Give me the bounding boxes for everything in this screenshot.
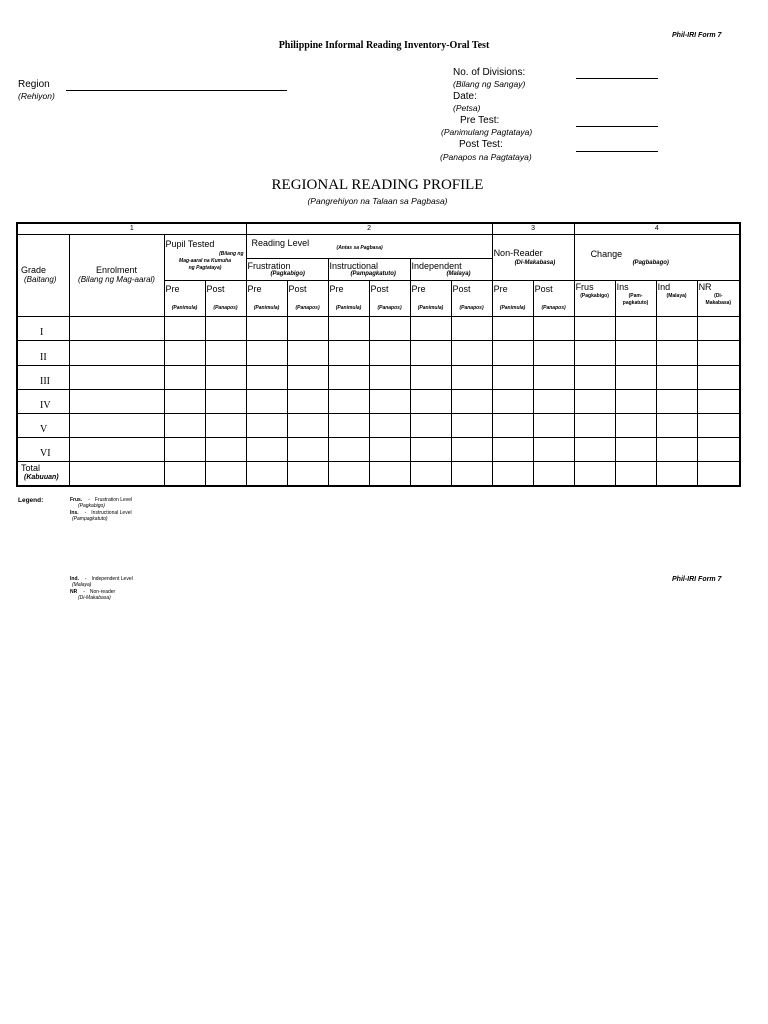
change-sublabel: (Pagbabago)	[632, 259, 669, 266]
date-label: Date:	[453, 91, 477, 102]
entry-cell[interactable]	[164, 438, 205, 462]
entry-cell[interactable]	[697, 413, 740, 437]
form-code: Phil-IRI Form 7	[672, 32, 722, 39]
entry-cell[interactable]	[328, 413, 369, 437]
change-header	[574, 234, 740, 280]
grade-row	[17, 365, 740, 389]
pre-test-label: Pre Test:	[460, 115, 500, 126]
non-reader-post-header	[533, 280, 574, 316]
post-test-field[interactable]	[576, 151, 658, 152]
pre-label: Pre	[165, 283, 180, 294]
entry-cell[interactable]	[410, 389, 451, 413]
entry-cell[interactable]	[697, 389, 740, 413]
entry-cell[interactable]	[328, 341, 369, 365]
change-col-header	[656, 280, 697, 316]
grade-cell	[17, 389, 69, 413]
entry-cell[interactable]	[410, 462, 451, 486]
post-sublabel: (Panapos)	[459, 304, 484, 311]
grade-row	[17, 438, 740, 462]
divisions-field[interactable]	[576, 78, 658, 79]
reading-level-sublabel: (Antas sa Pagbasa)	[336, 244, 383, 251]
grade-numeral: VI	[40, 448, 51, 460]
entry-cell[interactable]	[492, 365, 533, 389]
profile-subheading: (Pangrehiyon na Talaan sa Pagbasa)	[307, 196, 448, 206]
entry-cell[interactable]	[287, 317, 328, 341]
entry-cell[interactable]	[287, 438, 328, 462]
change-label: Change	[590, 248, 623, 259]
legend-list	[70, 497, 132, 523]
entry-cell[interactable]	[369, 462, 410, 486]
pre-label: Pre	[247, 283, 262, 294]
entry-cell[interactable]	[287, 341, 328, 365]
grade-label: Grade	[21, 264, 47, 275]
entry-cell[interactable]	[492, 341, 533, 365]
grade-cell	[17, 341, 69, 365]
pre-label: Pre	[329, 283, 344, 294]
entry-cell[interactable]	[328, 317, 369, 341]
pre-sublabel: (Panimula)	[253, 304, 280, 311]
legend-abbr: Frus.	[70, 497, 83, 503]
region-field[interactable]	[66, 90, 287, 91]
section-number: 3	[492, 223, 574, 234]
post-label: Post	[370, 283, 389, 294]
legend-text: Independent Level	[91, 576, 133, 582]
post-label: Post	[206, 283, 225, 294]
legend-list	[70, 576, 133, 602]
reading-profile-table	[16, 222, 741, 487]
entry-cell[interactable]	[164, 413, 205, 437]
entry-cell[interactable]	[205, 413, 246, 437]
entry-cell[interactable]	[533, 317, 574, 341]
post-sublabel: (Panapos)	[377, 304, 402, 311]
instructional-header	[328, 258, 410, 280]
enrolment-sublabel: (Bilang ng Mag-aaral)	[78, 274, 155, 284]
change-col-header	[697, 280, 740, 316]
grade-cell	[17, 317, 69, 341]
divisions-label: No. of Divisions:	[453, 67, 526, 78]
pupil-tested-sublabel: (Bilang ng	[219, 250, 244, 257]
entry-cell[interactable]	[533, 389, 574, 413]
entry-cell[interactable]	[328, 438, 369, 462]
legend-dash: -	[83, 589, 85, 595]
reading-level-label: Reading Level	[251, 237, 310, 248]
entry-cell[interactable]	[533, 438, 574, 462]
entry-cell[interactable]	[246, 389, 287, 413]
entry-cell[interactable]	[492, 438, 533, 462]
change-col-label: NR	[698, 281, 712, 292]
legend-abbr: Ind.	[70, 576, 79, 582]
grade-header	[17, 234, 69, 317]
section-number: 2	[246, 223, 492, 234]
entry-cell[interactable]	[615, 389, 656, 413]
legend-dash: -	[84, 576, 87, 582]
entry-cell[interactable]	[574, 438, 615, 462]
legend-abbr: NR	[70, 589, 78, 595]
grade-numeral: III	[40, 375, 50, 387]
entry-cell[interactable]	[69, 317, 164, 341]
entry-cell[interactable]	[656, 389, 697, 413]
region-label: Region	[18, 79, 50, 90]
entry-cell[interactable]	[656, 341, 697, 365]
entry-cell[interactable]	[205, 317, 246, 341]
entry-cell[interactable]	[533, 462, 574, 486]
entry-cell[interactable]	[410, 365, 451, 389]
entry-cell[interactable]	[656, 413, 697, 437]
independent-pre-header	[410, 280, 451, 316]
entry-cell[interactable]	[615, 317, 656, 341]
entry-cell[interactable]	[492, 389, 533, 413]
change-col-label: Frus	[575, 281, 594, 292]
entry-cell[interactable]	[410, 317, 451, 341]
pre-label: Pre	[493, 283, 508, 294]
legend-text: Frustration Level	[94, 497, 133, 503]
legend-sublabel: (Pagkabigo)	[78, 503, 105, 509]
entry-cell[interactable]	[164, 317, 205, 341]
entry-cell[interactable]	[164, 389, 205, 413]
grade-row	[17, 413, 740, 437]
independent-sublabel: (Malaya)	[446, 270, 471, 277]
enrolment-header	[69, 234, 164, 317]
entry-cell[interactable]	[697, 317, 740, 341]
entry-cell[interactable]	[533, 365, 574, 389]
entry-cell[interactable]	[697, 365, 740, 389]
reading-level-header	[246, 234, 492, 258]
entry-cell[interactable]	[246, 413, 287, 437]
entry-cell[interactable]	[246, 317, 287, 341]
legend-sublabel: (Malaya)	[72, 582, 92, 588]
grade-cell	[17, 438, 69, 462]
entry-cell[interactable]	[615, 438, 656, 462]
entry-cell[interactable]	[451, 317, 492, 341]
entry-cell[interactable]	[328, 365, 369, 389]
entry-cell[interactable]	[574, 365, 615, 389]
total-label: Total	[21, 463, 41, 474]
entry-cell[interactable]	[287, 365, 328, 389]
legend-abbr: Ins.	[70, 510, 79, 516]
instructional-post-header	[369, 280, 410, 316]
entry-cell[interactable]	[246, 341, 287, 365]
form-code-footer: Phil-IRI Form 7	[672, 576, 722, 583]
frustration-pre-header	[246, 280, 287, 316]
grade-numeral: IV	[40, 399, 51, 411]
pupil-tested-sublabel: Mag-aaral na Kumuha	[179, 257, 231, 264]
entry-cell[interactable]	[656, 317, 697, 341]
entry-cell[interactable]	[287, 413, 328, 437]
legend-item	[70, 510, 132, 522]
change-col-header	[574, 280, 615, 316]
region-sublabel: (Rehiyon)	[18, 91, 55, 101]
pupil-tested-pre-header	[164, 280, 205, 316]
entry-cell[interactable]	[615, 341, 656, 365]
entry-cell[interactable]	[369, 438, 410, 462]
entry-cell[interactable]	[369, 389, 410, 413]
pre-sublabel: (Panimula)	[417, 304, 444, 311]
change-col-sublabel: (Pam-	[628, 292, 643, 299]
frustration-label: Frustration	[247, 260, 291, 271]
instructional-pre-header	[328, 280, 369, 316]
frustration-header	[246, 258, 328, 280]
change-col-sublabel: (Di-	[714, 292, 723, 299]
grade-cell	[17, 413, 69, 437]
pre-sublabel: (Panimula)	[335, 304, 362, 311]
total-row	[17, 462, 740, 486]
entry-cell[interactable]	[451, 413, 492, 437]
entry-cell[interactable]	[574, 341, 615, 365]
legend-item	[70, 497, 132, 509]
entry-cell[interactable]	[69, 413, 164, 437]
enrolment-label: Enrolment	[95, 264, 138, 275]
entry-cell[interactable]	[205, 341, 246, 365]
entry-cell[interactable]	[574, 317, 615, 341]
legend-sublabel: (Di-Makabasa)	[78, 595, 111, 601]
entry-cell[interactable]	[410, 413, 451, 437]
legend-text: Instructional Level	[91, 510, 132, 516]
entry-cell[interactable]	[164, 365, 205, 389]
post-sublabel: (Panapos)	[213, 304, 238, 311]
section-number: 4	[574, 223, 740, 234]
divisions-sublabel: (Bilang ng Sangay)	[453, 79, 526, 89]
legend-dash: -	[88, 497, 90, 503]
independent-header	[410, 258, 492, 280]
entry-cell[interactable]	[697, 462, 740, 486]
legend-item	[70, 576, 133, 588]
entry-cell[interactable]	[656, 365, 697, 389]
entry-cell[interactable]	[69, 462, 164, 486]
pre-sublabel: (Panimula)	[171, 304, 198, 311]
entry-cell[interactable]	[533, 341, 574, 365]
independent-label: Independent	[411, 260, 462, 271]
date-sublabel: (Petsa)	[453, 103, 481, 113]
entry-cell[interactable]	[410, 438, 451, 462]
legend-text: Non-reader	[89, 589, 116, 595]
entry-cell[interactable]	[451, 341, 492, 365]
grade-row	[17, 389, 740, 413]
entry-cell[interactable]	[164, 462, 205, 486]
pre-label: Pre	[411, 283, 426, 294]
entry-cell[interactable]	[69, 438, 164, 462]
entry-cell[interactable]	[246, 365, 287, 389]
post-sublabel: (Panapos)	[541, 304, 566, 311]
frustration-sublabel: (Pagkabigo)	[270, 270, 305, 277]
entry-cell[interactable]	[492, 317, 533, 341]
entry-cell[interactable]	[697, 438, 740, 462]
entry-cell[interactable]	[615, 365, 656, 389]
entry-cell[interactable]	[69, 389, 164, 413]
change-col-sublabel: (Malaya)	[666, 292, 687, 299]
post-test-sublabel: (Panapos na Pagtataya)	[440, 152, 532, 162]
entry-cell[interactable]	[328, 462, 369, 486]
entry-cell[interactable]	[615, 462, 656, 486]
entry-cell[interactable]	[328, 389, 369, 413]
entry-cell[interactable]	[246, 438, 287, 462]
entry-cell[interactable]	[533, 413, 574, 437]
pupil-tested-post-header	[205, 280, 246, 316]
grade-cell	[17, 365, 69, 389]
entry-cell[interactable]	[205, 462, 246, 486]
entry-cell[interactable]	[246, 462, 287, 486]
total-sublabel: (Kabuuan)	[24, 474, 59, 482]
section-number: 1	[17, 223, 246, 234]
entry-cell[interactable]	[574, 413, 615, 437]
non-reader-sublabel: (Di-Makabasa)	[514, 259, 556, 266]
entry-cell[interactable]	[369, 341, 410, 365]
entry-cell[interactable]	[574, 462, 615, 486]
entry-cell[interactable]	[369, 365, 410, 389]
pupil-tested-header	[164, 234, 246, 280]
entry-cell[interactable]	[369, 317, 410, 341]
grade-row	[17, 317, 740, 341]
entry-cell[interactable]	[287, 389, 328, 413]
change-col-sublabel: pagkatuto)	[622, 299, 649, 306]
instructional-sublabel: (Pampagkatuto)	[350, 270, 396, 277]
independent-post-header	[451, 280, 492, 316]
total-cell	[17, 462, 69, 486]
change-col-header	[615, 280, 656, 316]
non-reader-label: Non-Reader	[493, 247, 543, 258]
entry-cell[interactable]	[287, 462, 328, 486]
post-label: Post	[534, 283, 553, 294]
post-label: Post	[452, 283, 471, 294]
change-col-label: Ind	[657, 281, 671, 292]
non-reader-header	[492, 234, 574, 280]
grade-numeral: V	[40, 424, 48, 436]
profile-heading: REGIONAL READING PROFILE	[271, 177, 484, 193]
legend-dash: -	[84, 510, 87, 516]
entry-cell[interactable]	[451, 365, 492, 389]
legend-label: Legend:	[18, 497, 44, 504]
entry-cell[interactable]	[69, 341, 164, 365]
entry-cell[interactable]	[492, 413, 533, 437]
entry-cell[interactable]	[697, 341, 740, 365]
entry-cell[interactable]	[574, 389, 615, 413]
legend-sublabel: (Pampagkatuto)	[72, 516, 108, 522]
entry-cell[interactable]	[615, 413, 656, 437]
entry-cell[interactable]	[451, 438, 492, 462]
form-title: Philippine Informal Reading Inventory-Oral Test	[278, 40, 490, 51]
non-reader-pre-header	[492, 280, 533, 316]
entry-cell[interactable]	[369, 413, 410, 437]
entry-cell[interactable]	[205, 389, 246, 413]
post-test-label: Post Test:	[459, 139, 503, 150]
entry-cell[interactable]	[410, 341, 451, 365]
entry-cell[interactable]	[164, 341, 205, 365]
entry-cell[interactable]	[451, 462, 492, 486]
grade-numeral: I	[40, 327, 44, 339]
entry-cell[interactable]	[69, 365, 164, 389]
frustration-post-header	[287, 280, 328, 316]
pre-sublabel: (Panimula)	[499, 304, 526, 311]
pre-test-field[interactable]	[576, 126, 658, 127]
entry-cell[interactable]	[205, 365, 246, 389]
entry-cell[interactable]	[656, 462, 697, 486]
entry-cell[interactable]	[451, 389, 492, 413]
post-label: Post	[288, 283, 307, 294]
pupil-tested-sublabel: ng Pagtataya)	[188, 264, 222, 271]
grade-numeral: II	[40, 351, 47, 363]
post-sublabel: (Panapos)	[295, 304, 320, 311]
change-col-sublabel: Makabasa)	[705, 299, 732, 306]
entry-cell[interactable]	[205, 438, 246, 462]
pre-test-sublabel: (Panimulang Pagtataya)	[441, 127, 533, 137]
grade-sublabel: (Baitang)	[24, 274, 57, 284]
entry-cell[interactable]	[656, 438, 697, 462]
legend-item	[70, 589, 133, 601]
grade-row	[17, 341, 740, 365]
change-col-sublabel: (Pagkabigo)	[580, 292, 609, 299]
change-col-label: Ins	[616, 281, 629, 292]
entry-cell[interactable]	[492, 462, 533, 486]
instructional-label: Instructional	[329, 260, 379, 271]
pupil-tested-label: Pupil Tested	[165, 238, 215, 249]
